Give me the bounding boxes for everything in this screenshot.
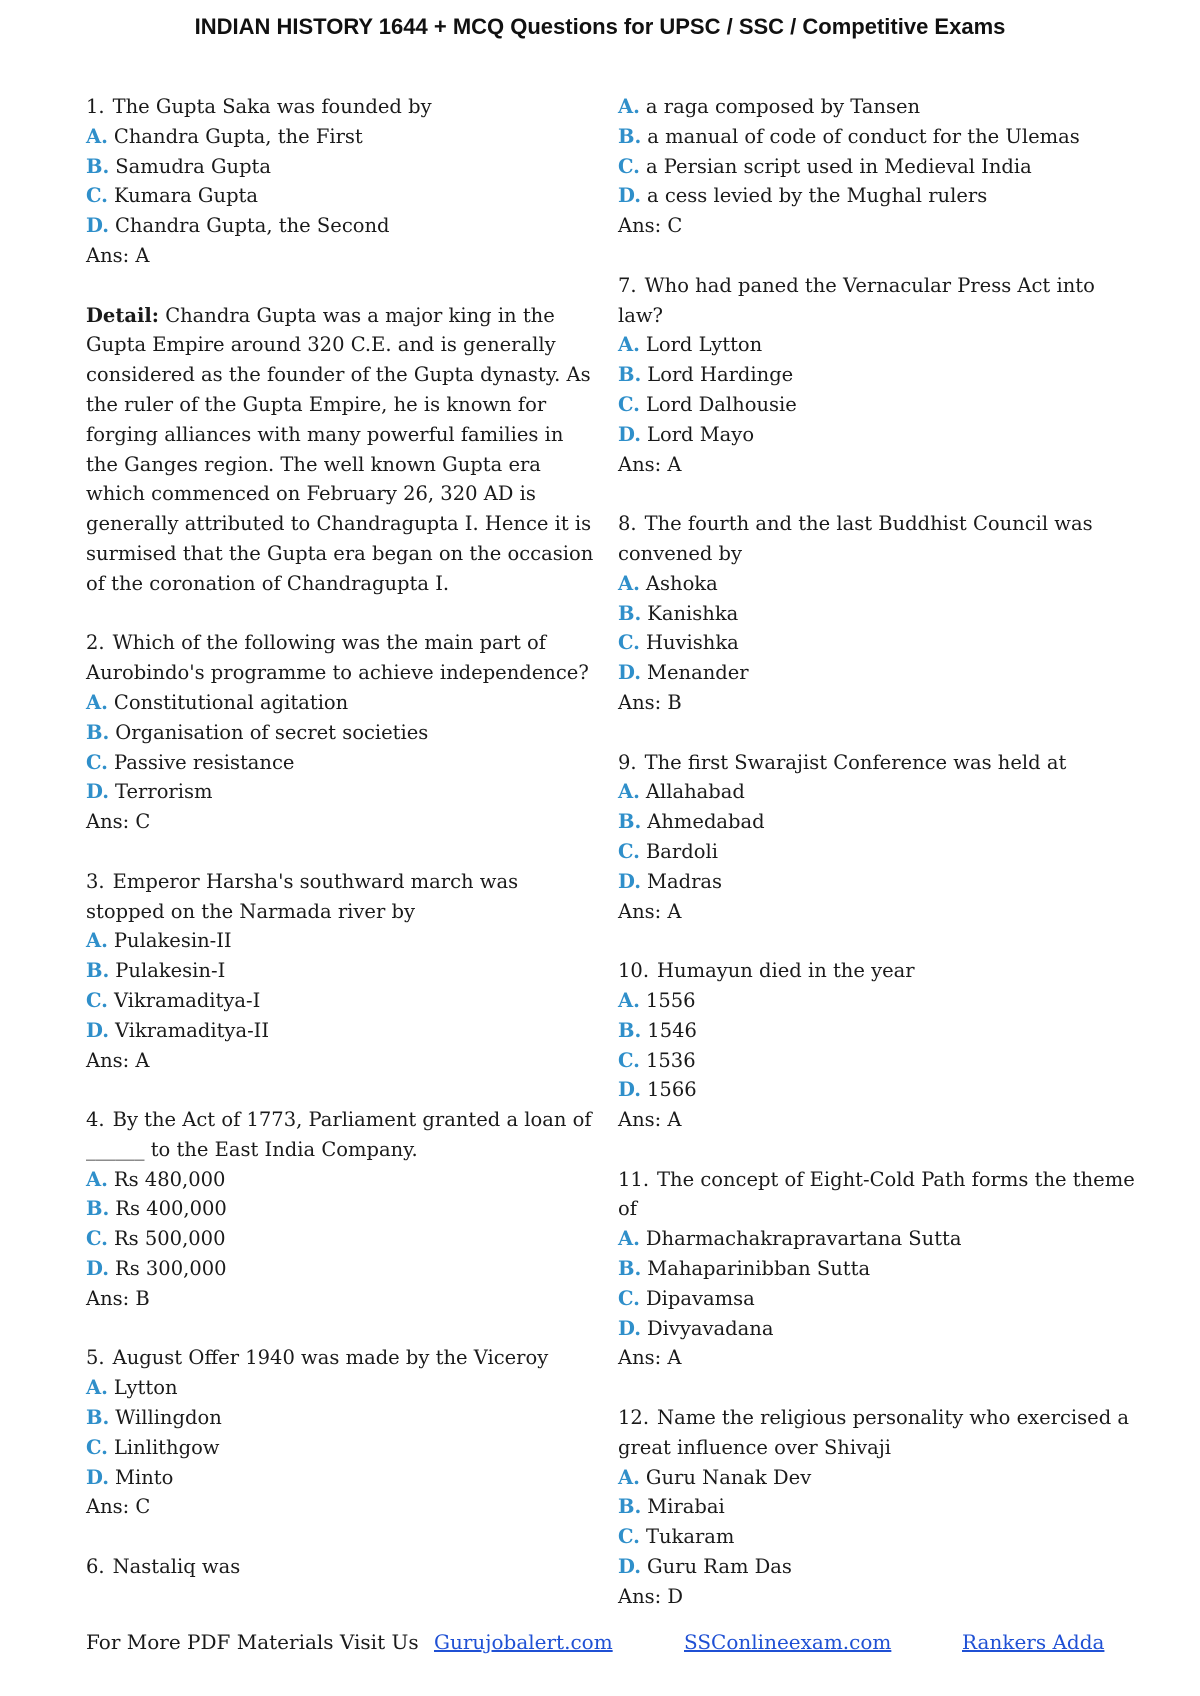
option-c: C. Rs 500,000 [86, 1227, 226, 1251]
detail-text: Chandra Gupta was a major king in the Gupta Empire around 320 C.E. and is generally considered as the founder of the Gupta dynasty. As the ruler of the Gupta Empire, he is known for forging alliances with many powerful families in the Ganges region. The well known Gupta era which commenced on February 26, 320 AD is generally attributed to Chandragupta I. Hence it is surmised that the Gupta era began on the occasion of the coronation of Chandragupta I. [86, 303, 594, 595]
question-1 [86, 92, 596, 599]
question-text: Nastaliq was [112, 1555, 241, 1579]
option-d: D. Divyavadana [618, 1316, 774, 1340]
question-text: Which of the following was the main part of Aurobindo's programme to achieve independence? [86, 631, 589, 685]
question-number: 8. [618, 512, 637, 536]
question-number: 1. [86, 95, 105, 118]
option-a: A. Lord Lytton [618, 333, 763, 357]
answer: Ans: A [618, 1346, 682, 1370]
option-b: B. Pulakesin-I [86, 959, 226, 983]
answer: Ans: C [618, 214, 683, 238]
question-text: The fourth and the last Buddhist Council was convened by [618, 512, 1093, 565]
question-number: 2. [86, 631, 105, 655]
option-d: D. Terrorism [86, 780, 213, 804]
option-a: A. Ashoka [618, 571, 718, 595]
option-a: A. Lytton [86, 1376, 178, 1400]
option-d: D. Minto [86, 1465, 174, 1489]
option-a: A. Chandra Gupta, the First [86, 124, 363, 148]
option-c: C. 1536 [618, 1048, 696, 1072]
detail-label: Detail: [86, 303, 159, 327]
left-column [86, 92, 596, 1582]
question-number: 6. [86, 1555, 105, 1579]
question-text: By the Act of 1773, Parliament granted a loan of ______ to the East India Company. [86, 1108, 592, 1161]
option-b: B. Samudra Gupta [86, 154, 272, 178]
option-b: B. Lord Hardinge [618, 363, 794, 387]
option-b: B. 1546 [618, 1018, 697, 1042]
answer: Ans: A [86, 1048, 150, 1072]
answer: Ans: A [618, 1108, 682, 1132]
question-text: The concept of Eight-Cold Path forms the theme of [618, 1167, 1135, 1221]
question-text: The Gupta Saka was founded by [112, 95, 432, 118]
option-a: A. Pulakesin-II [86, 929, 232, 953]
option-a: A. Constitutional agitation [86, 690, 349, 714]
question-4 [86, 1105, 596, 1314]
question-10 [618, 956, 1138, 1135]
option-d: D. Menander [618, 661, 749, 685]
question-text: August Offer 1940 was made by the Viceroy [112, 1346, 549, 1370]
option-c: C. Lord Dalhousie [618, 392, 797, 416]
right-column [618, 92, 1138, 1612]
option-b: B. Rs 400,000 [86, 1197, 227, 1221]
question-5 [86, 1343, 596, 1522]
question-8 [618, 509, 1138, 718]
option-c: C. Linlithgow [86, 1435, 220, 1459]
question-12 [618, 1403, 1138, 1612]
question-number: 11. [618, 1167, 650, 1191]
question-text: Name the religious personality who exercised a great influence over Shivaji [618, 1406, 1130, 1459]
option-c: C. Dipavamsa [618, 1286, 755, 1310]
question-text: Emperor Harsha's southward march was stopped on the Narmada river by [86, 869, 519, 923]
option-b: B. Kanishka [618, 601, 739, 625]
answer: Ans: B [618, 690, 682, 714]
option-b: B. Organisation of secret societies [86, 720, 429, 744]
option-d: D. 1566 [618, 1078, 697, 1102]
option-c: C. Huvishka [618, 631, 739, 655]
question-6-continued [618, 92, 1138, 241]
option-b: B. a manual of code of conduct for the Ulemas [618, 124, 1080, 148]
question-text: The first Swarajist Conference was held at [644, 750, 1067, 774]
option-a: A. Rs 480,000 [86, 1167, 226, 1191]
option-c: C. Passive resistance [86, 750, 295, 774]
answer: Ans: A [618, 452, 682, 476]
detail-paragraph [86, 301, 596, 599]
option-a: A. Allahabad [618, 780, 745, 804]
answer: Ans: B [86, 1286, 150, 1310]
question-2 [86, 628, 596, 837]
question-11 [618, 1165, 1138, 1374]
option-c: C. a Persian script used in Medieval India [618, 154, 1032, 178]
question-number: 5. [86, 1346, 105, 1370]
option-b: B. Ahmedabad [618, 810, 765, 834]
question-number: 10. [618, 959, 650, 983]
answer: Ans: D [618, 1584, 684, 1608]
option-a: A. Guru Nanak Dev [618, 1465, 812, 1489]
option-d: D. Madras [618, 869, 723, 893]
question-number: 4. [86, 1108, 105, 1132]
question-text: Who had paned the Vernacular Press Act into law? [618, 273, 1095, 327]
rankers-adda-link[interactable]: Rankers Adda [962, 1630, 1105, 1654]
answer: Ans: C [86, 810, 151, 834]
answer: Ans: A [618, 899, 682, 923]
question-9 [618, 748, 1138, 927]
answer: Ans: C [86, 1495, 151, 1519]
question-7 [618, 271, 1138, 480]
option-c: C. Kumara Gupta [86, 184, 259, 208]
page-title: INDIAN HISTORY 1644 + MCQ Questions for UPSC / SSC / Competitive Exams [194, 14, 1006, 39]
option-b: B. Mirabai [618, 1495, 725, 1519]
option-d: D. Rs 300,000 [86, 1257, 227, 1281]
question-number: 12. [618, 1406, 650, 1430]
question-number: 9. [618, 750, 637, 774]
question-number: 7. [618, 273, 637, 297]
option-b: B. Mahaparinibban Sutta [618, 1257, 871, 1281]
option-a: A. a raga composed by Tansen [618, 95, 921, 118]
option-c: C. Tukaram [618, 1525, 735, 1549]
footer-text: For More PDF Materials Visit Us [86, 1630, 419, 1654]
ssconlineexam-link[interactable]: SSConlineexam.com [684, 1630, 892, 1654]
footer [86, 1628, 1166, 1656]
option-c: C. Bardoli [618, 839, 718, 863]
option-d: D. Chandra Gupta, the Second [86, 214, 390, 238]
option-c: C. Vikramaditya-I [86, 988, 261, 1012]
option-a: A. Dharmachakrapravartana Sutta [618, 1227, 962, 1251]
option-d: D. a cess levied by the Mughal rulers [618, 184, 988, 208]
gurujobalert-link[interactable]: Gurujobalert.com [434, 1630, 613, 1654]
option-b: B. Willingdon [86, 1406, 222, 1430]
question-number: 3. [86, 869, 105, 893]
option-d: D. Lord Mayo [618, 422, 755, 446]
option-d: D. Guru Ram Das [618, 1555, 792, 1579]
question-3 [86, 867, 596, 1076]
option-a: A. 1556 [618, 988, 696, 1012]
question-text: Humayun died in the year [657, 959, 915, 983]
option-d: D. Vikramaditya-II [86, 1018, 270, 1042]
answer: Ans: A [86, 243, 150, 267]
question-6 [86, 1552, 596, 1582]
